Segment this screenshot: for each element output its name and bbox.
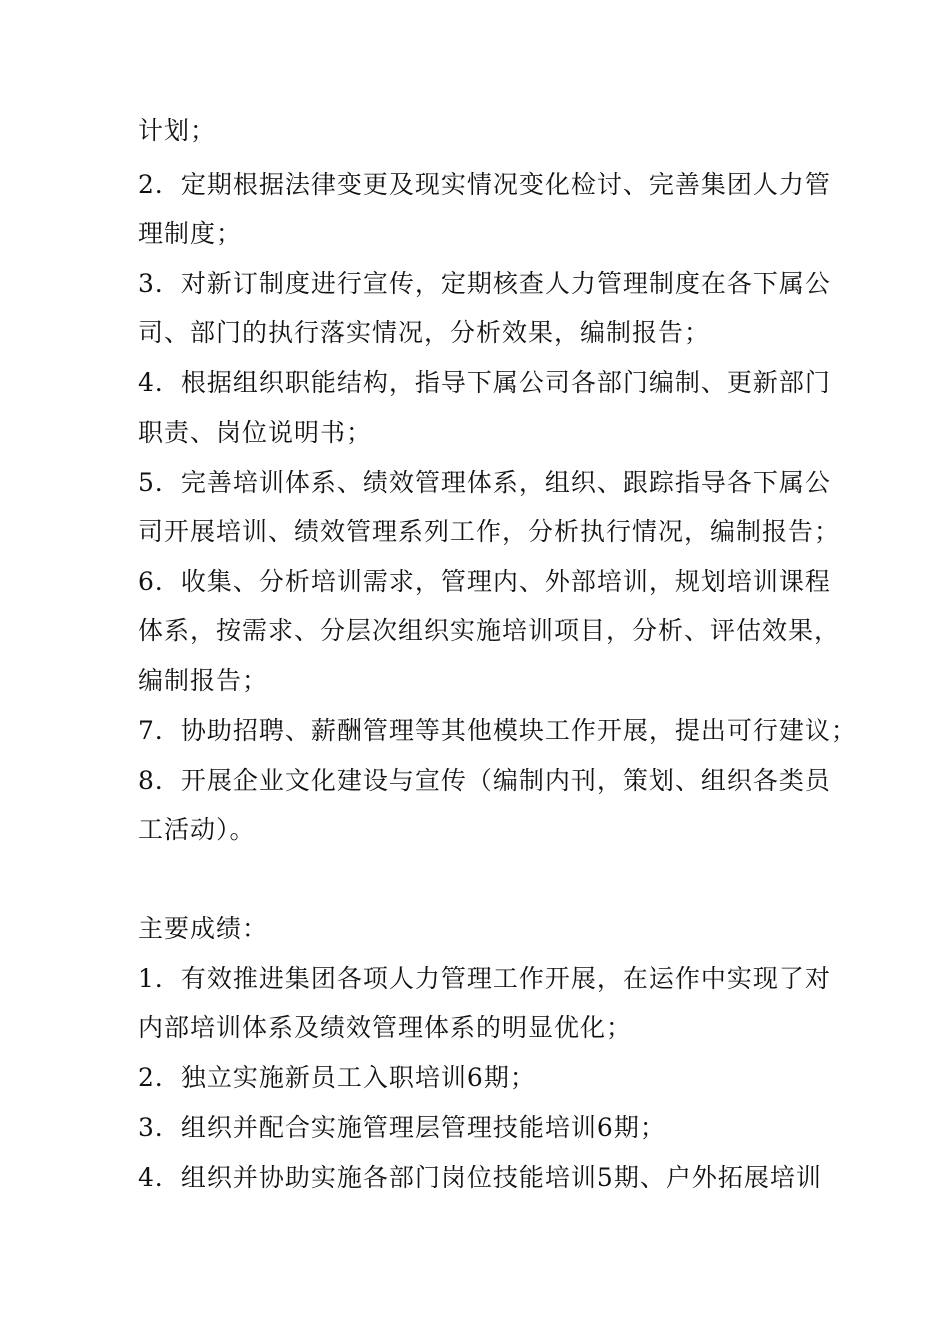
- section-heading: 主要成绩：: [138, 914, 269, 943]
- text-line: 职责、岗位说明书；: [138, 418, 373, 447]
- text-line: 内部培训体系及绩效管理体系的明显优化；: [138, 1013, 633, 1042]
- text-line: 司、部门的执行落实情况，分析效果，编制报告；: [138, 318, 711, 347]
- text-line: 2．定期根据法律变更及现实情况变化检讨、完善集团人力管: [138, 170, 831, 199]
- text-line: 1．有效推进集团各项人力管理工作开展，在运作中实现了对: [138, 964, 831, 993]
- text-line: 编制报告；: [138, 666, 269, 695]
- text-line: 4．组织并协助实施各部门岗位技能培训5期、户外拓展培训: [138, 1163, 822, 1192]
- text-line: 3．组织并配合实施管理层管理技能培训6期；: [138, 1113, 666, 1142]
- text-line: 7．协助招聘、薪酬管理等其他模块工作开展，提出可行建议；: [138, 716, 857, 745]
- text-line: 8．开展企业文化建设与宣传（编制内刊，策划、组织各类员: [138, 766, 831, 795]
- text-line: 计划；: [138, 116, 217, 145]
- text-line: 理制度；: [138, 219, 243, 248]
- text-line: 4．根据组织职能结构，指导下属公司各部门编制、更新部门: [138, 368, 831, 397]
- text-line: 司开展培训、绩效管理系列工作，分析执行情况，编制报告；: [138, 517, 841, 546]
- text-line: 2．独立实施新员工入职培训6期；: [138, 1063, 536, 1092]
- text-line: 体系，按需求、分层次组织实施培训项目，分析、评估效果，: [138, 616, 841, 645]
- text-line: 3．对新订制度进行宣传，定期核查人力管理制度在各下属公: [138, 269, 831, 298]
- text-line: 5．完善培训体系、绩效管理体系，组织、跟踪指导各下属公: [138, 468, 831, 497]
- text-line: 工活动）。: [138, 815, 256, 844]
- text-line: 6．收集、分析培训需求，管理内、外部培训，规划培训课程: [138, 567, 831, 596]
